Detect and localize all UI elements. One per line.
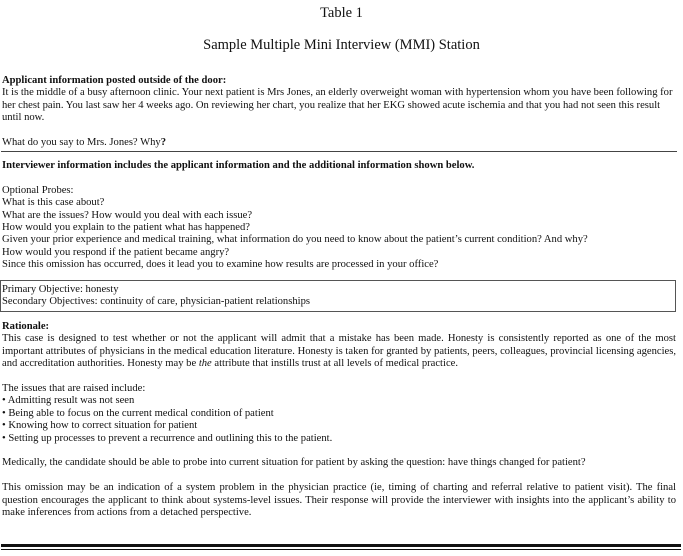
objectives-section: [2, 284, 676, 309]
rationale-text: This case is designed to test whether or not the applicant will admit that a mistake has been made. Honesty is consistently reported as one of the most important attributes of physicians in the medical education literature. Honesty is taken for granted by patients, peers, colleagues, provincial licensing agencies, and accreditation authorities. Honesty may be: [2, 333, 676, 370]
applicant-question-mark: ?: [160, 137, 166, 149]
omission-paragraph: This omission may be an indication of a system problem in the physician practice (ie, timing of charting and referral relative to patient visit). The final question encourages the applicant to think about systems-level issues. Their response will provide the interviewer with insights into the applicant’s ability to make inferences from actions from a detached perspective.: [2, 482, 676, 519]
table-bottom-rule: [1, 544, 681, 547]
probe-item: What are the issues? How would you deal with each issue?: [2, 209, 253, 221]
table-title: Sample Multiple Mini Interview (MMI) Station: [203, 37, 480, 53]
issue-item: • Admitting result was not seen: [2, 395, 135, 407]
primary-objective: Primary Objective: honesty: [2, 284, 119, 295]
issue-item: • Being able to focus on the current medical condition of patient: [2, 407, 274, 419]
applicant-question: [2, 137, 676, 149]
rationale-section: [2, 321, 676, 519]
rationale-paragraph: [2, 333, 676, 370]
applicant-section: [2, 75, 676, 149]
rationale-heading: Rationale:: [2, 321, 50, 332]
medical-paragraph: Medically, the candidate should be able to probe into current situation for patient by asking the question: have things changed for patient?: [2, 457, 586, 469]
table-label: Table 1: [320, 5, 363, 21]
interviewer-heading: Interviewer information includes the applicant information and the additional information shown below.: [2, 160, 475, 171]
issues-label: The issues that are raised include:: [2, 383, 146, 395]
probe-item: What is this case about?: [2, 197, 105, 209]
section-divider: [1, 151, 677, 152]
applicant-heading: Applicant information posted outside of the door:: [2, 75, 227, 86]
probe-item: Given your prior experience and medical training, what information do you need to know about the patient’s current condition? And why?: [2, 234, 588, 246]
table-bottom-rule-thin: [1, 549, 681, 550]
probe-item: How would you respond if the patient became angry?: [2, 246, 230, 258]
applicant-question-text: What do you say to Mrs. Jones? Why: [2, 137, 161, 149]
probe-item: Since this omission has occurred, does it lead you to examine how results are processed in your office?: [2, 259, 439, 271]
rationale-emphasis: the: [198, 358, 212, 370]
secondary-objective: Secondary Objectives: continuity of care, physician-patient relationships: [2, 296, 311, 308]
interviewer-section: [2, 160, 676, 272]
probes-label: Optional Probes:: [2, 184, 74, 196]
rationale-text-end: attribute that instills trust at all levels of medical practice.: [211, 358, 458, 370]
applicant-text: It is the middle of a busy afternoon clinic. Your next patient is Mrs Jones, an elderly overweight woman with hypertension whom you have been following for her chest pain. You last saw her 4 weeks ago. On reviewing her chart, you realize that her EKG showed acute ischemia and that you had not seen this result until now.: [2, 87, 673, 124]
probe-item: How would you explain to the patient what has happened?: [2, 222, 251, 234]
issue-item: • Setting up processes to prevent a recurrence and outlining this to the patient.: [2, 432, 333, 444]
issue-item: • Knowing how to correct situation for patient: [2, 420, 198, 432]
